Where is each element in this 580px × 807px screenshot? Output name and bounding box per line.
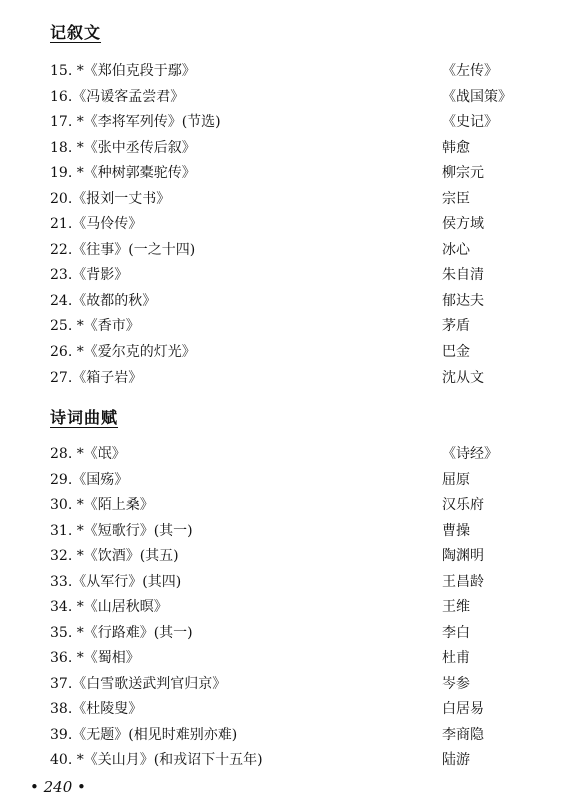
entry-author: 杜甫	[442, 650, 470, 666]
entry-author: 李白	[442, 625, 470, 641]
entry-title: 27.《箱子岩》	[50, 370, 143, 386]
entry-title: 17. *《李将军列传》(节选)	[50, 114, 221, 130]
entry-author: 《左传》	[442, 63, 498, 79]
entry-title: 37.《白雪歌送武判官归京》	[50, 676, 227, 692]
entry-37	[0, 673, 580, 695]
entry-title: 39.《无题》(相见时难别亦难)	[50, 727, 238, 743]
entry-author: 陶渊明	[442, 548, 484, 564]
entry-title: 20.《报刘一丈书》	[50, 191, 171, 207]
section-heading-narrative: 记叙文	[50, 23, 102, 42]
entry-27	[0, 367, 580, 389]
entry-author: 李商隐	[442, 727, 484, 743]
entry-author: 茅盾	[442, 318, 470, 334]
entry-20	[0, 188, 580, 210]
entry-author: 冰心	[442, 242, 470, 258]
entry-title: 33.《从军行》(其四)	[50, 574, 182, 590]
entry-23	[0, 264, 580, 286]
entry-title: 32. *《饮酒》(其五)	[50, 548, 179, 564]
entry-title: 29.《国殇》	[50, 472, 129, 488]
entry-title: 18. *《张中丞传后叙》	[50, 140, 196, 156]
entry-19	[0, 162, 580, 184]
section-heading-poetry: 诗词曲赋	[50, 408, 119, 427]
entry-author: 巴金	[442, 344, 470, 360]
entry-16	[0, 86, 580, 108]
entry-author: 韩愈	[442, 140, 470, 156]
entry-author: 朱自清	[442, 267, 484, 283]
entry-36	[0, 647, 580, 669]
entry-28	[0, 443, 580, 465]
entry-15	[0, 60, 580, 82]
entry-title: 25. *《香市》	[50, 318, 140, 334]
entry-title: 34. *《山居秋暝》	[50, 599, 168, 615]
entry-title: 24.《故都的秋》	[50, 293, 157, 309]
entry-author: 岑参	[442, 676, 470, 692]
entry-21	[0, 213, 580, 235]
entry-33	[0, 571, 580, 593]
entry-author: 柳宗元	[442, 165, 484, 181]
entry-title: 23.《背影》	[50, 267, 129, 283]
entry-38	[0, 698, 580, 720]
entry-18	[0, 137, 580, 159]
entry-title: 21.《马伶传》	[50, 216, 143, 232]
entry-title: 30. *《陌上桑》	[50, 497, 154, 513]
entry-author: 《史记》	[442, 114, 498, 130]
page-number: • 240 •	[30, 778, 86, 796]
entry-title: 26. *《爱尔克的灯光》	[50, 344, 196, 360]
entry-author: 《战国策》	[442, 89, 512, 105]
entry-author: 郁达夫	[442, 293, 484, 309]
entry-24	[0, 290, 580, 312]
entry-31	[0, 520, 580, 542]
entry-author: 陆游	[442, 752, 470, 768]
entry-26	[0, 341, 580, 363]
entry-author: 宗臣	[442, 191, 470, 207]
entry-title: 28. *《氓》	[50, 446, 126, 462]
entry-29	[0, 469, 580, 491]
entry-22	[0, 239, 580, 261]
entry-author: 王昌龄	[442, 574, 484, 590]
entry-title: 36. *《蜀相》	[50, 650, 140, 666]
entry-author: 王维	[442, 599, 470, 615]
entry-author: 《诗经》	[442, 446, 498, 462]
entry-40	[0, 749, 580, 771]
entry-title: 35. *《行路难》(其一)	[50, 625, 193, 641]
entry-39	[0, 724, 580, 746]
entry-author: 汉乐府	[442, 497, 484, 513]
entry-title: 38.《杜陵叟》	[50, 701, 143, 717]
entry-30	[0, 494, 580, 516]
entry-author: 屈原	[442, 472, 470, 488]
entry-title: 15. *《郑伯克段于鄢》	[50, 63, 196, 79]
entry-author: 沈从文	[442, 370, 484, 386]
entry-title: 40. *《关山月》(和戎诏下十五年)	[50, 752, 263, 768]
entry-title: 16.《冯谖客孟尝君》	[50, 89, 185, 105]
entry-title: 31. *《短歌行》(其一)	[50, 523, 193, 539]
entry-author: 曹操	[442, 523, 470, 539]
entry-25	[0, 315, 580, 337]
entry-title: 19. *《种树郭橐驼传》	[50, 165, 196, 181]
entry-title: 22.《往事》(一之十四)	[50, 242, 196, 258]
entry-author: 白居易	[442, 701, 484, 717]
entry-35	[0, 622, 580, 644]
entry-34	[0, 596, 580, 618]
entry-32	[0, 545, 580, 567]
entry-author: 侯方域	[442, 216, 484, 232]
entry-17	[0, 111, 580, 133]
